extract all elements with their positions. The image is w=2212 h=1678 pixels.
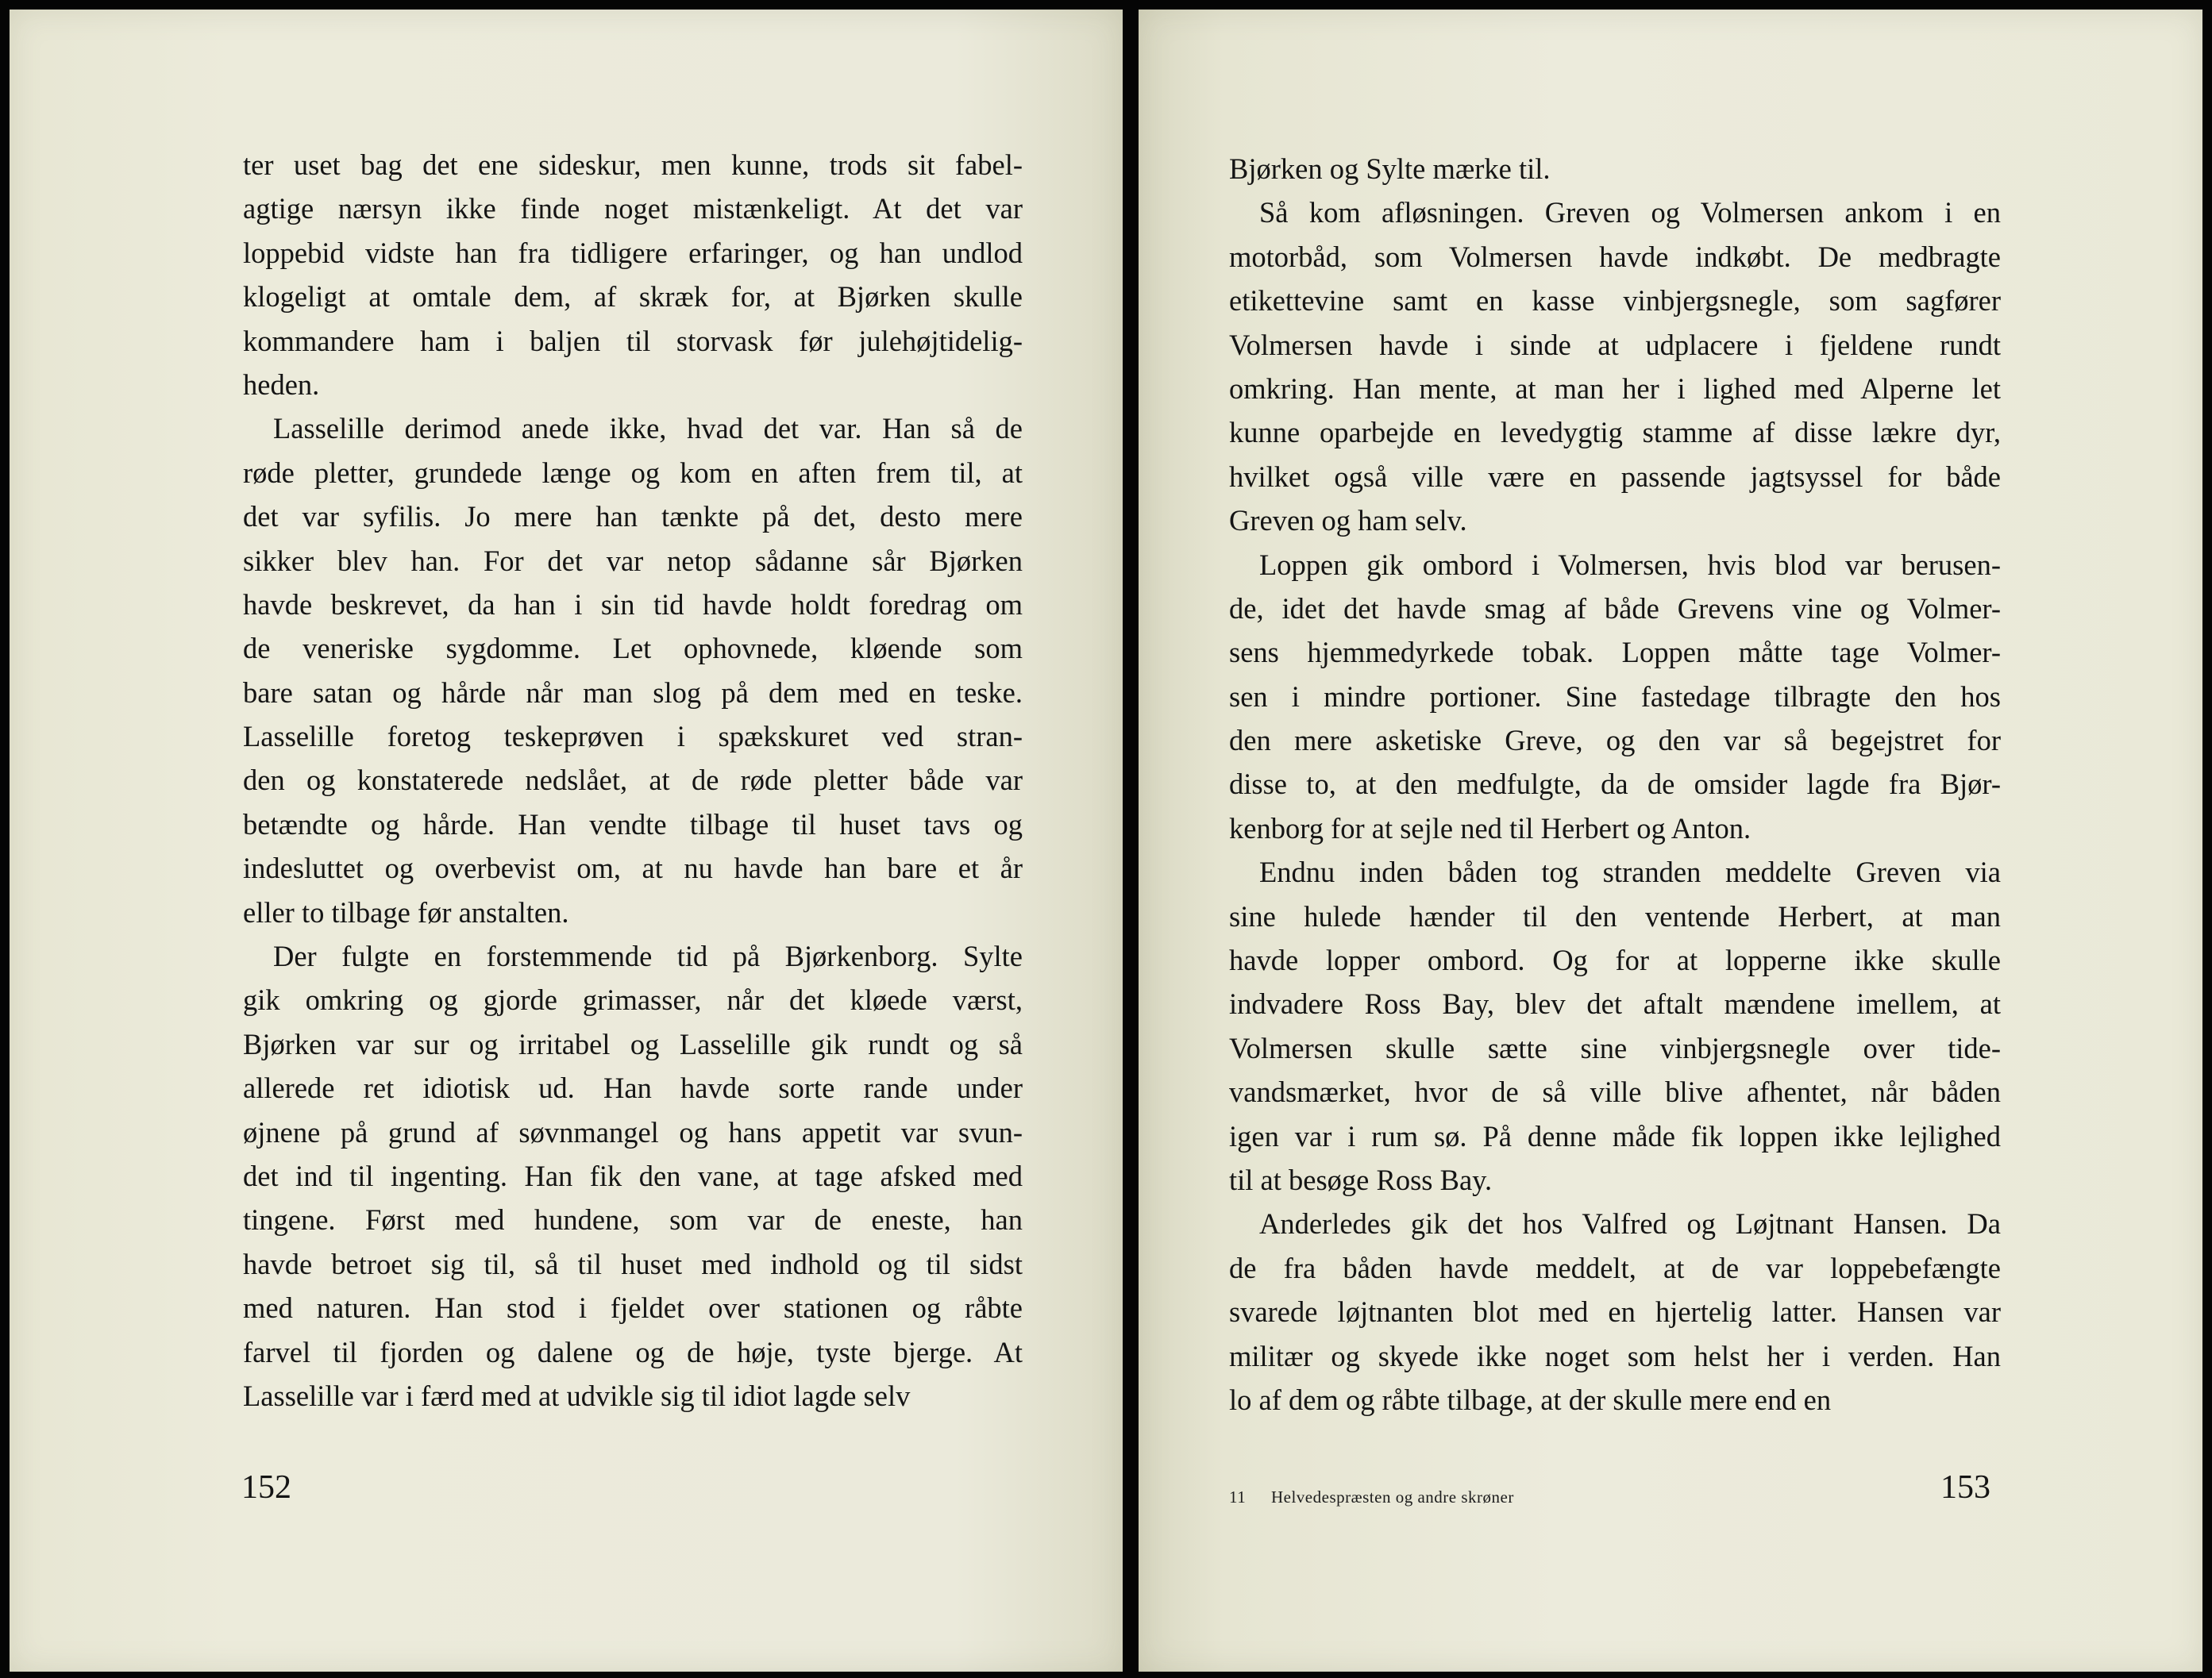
text-line: det ind til ingenting. Han fik den vane, at tage afsked med bbox=[243, 1159, 1023, 1192]
text-line: disse to, at den medfulgte, da de omsider lagde fra Bjør- bbox=[1229, 768, 2001, 801]
text-line: eller to tilbage før anstalten. bbox=[243, 895, 569, 929]
text-line: allerede ret idiotisk ud. Han havde sorte rande under bbox=[243, 1072, 1023, 1105]
text-line: kenborg for at sejle ned til Herbert og Anton. bbox=[1229, 811, 1751, 845]
text-line: til at besøge Ross Bay. bbox=[1229, 1163, 1493, 1196]
page-number-right: 153 bbox=[1940, 1469, 1990, 1506]
text-line: kommandere ham i baljen til storvask før julehøjtidelig- bbox=[243, 324, 1023, 357]
text-line: Så kom afløsningen. Greven og Volmersen ankom i en bbox=[1259, 196, 2001, 229]
paragraph bbox=[1229, 543, 2001, 851]
text-line: ter uset bag det ene sideskur, men kunne, trods sit fabel- bbox=[243, 148, 1023, 181]
text-line: Lasselille var i færd med at udvikle sig til idiot lagde selv bbox=[243, 1379, 911, 1412]
page-number-left: 152 bbox=[241, 1469, 291, 1506]
text-line: den og konstaterede nedslået, at de røde pletter både var bbox=[243, 764, 1023, 797]
text-line: sens hjemmedyrkede tobak. Loppen måtte tage Volmer- bbox=[1229, 636, 2001, 669]
text-line: tingene. Først med hundene, som var de eneste, han bbox=[243, 1203, 1023, 1237]
text-line: Bjørken var sur og irritabel og Lasselille gik rundt og så bbox=[243, 1027, 1023, 1060]
text-line: Anderledes gik det hos Valfred og Løjtnant Hansen. Da bbox=[1259, 1207, 2001, 1241]
signature-number: 11 bbox=[1229, 1487, 1247, 1507]
text-line: bare satan og hårde når man slog på dem med en teske. bbox=[243, 675, 1023, 709]
text-line: hvilket også ville være en passende jagtsyssel for både bbox=[1229, 460, 2001, 493]
text-line: sine hulede hænder til den ventende Herbert, at man bbox=[1229, 899, 2001, 933]
text-line: lo af dem og råbte tilbage, at der skulle mere end en bbox=[1229, 1383, 1832, 1416]
text-line: de fra båden havde meddelt, at de var loppebefængte bbox=[1229, 1251, 2001, 1284]
text-line: etikettevine samt en kasse vinbjergsnegle, som sagfører bbox=[1229, 284, 2001, 318]
text-line: med naturen. Han stod i fjeldet over stationen og råbte bbox=[243, 1291, 1023, 1325]
text-line: Der fulgte en forstemmende tid på Bjørkenborg. Sylte bbox=[273, 940, 1023, 973]
text-line: Bjørken og Sylte mærke til. bbox=[1229, 152, 1551, 185]
paragraph bbox=[243, 934, 1023, 1418]
paragraph bbox=[1229, 147, 2001, 191]
text-line: igen var i rum sø. På denne måde fik loppen ikke lejlighed bbox=[1229, 1119, 2001, 1153]
text-line: den mere asketiske Greve, og den var så begejstret for bbox=[1229, 724, 2001, 757]
text-line: Lasselille foretog teskeprøven i spækskuret ved stran- bbox=[243, 720, 1023, 753]
text-line: betændte og hårde. Han vendte tilbage til huset tavs og bbox=[243, 807, 1023, 841]
text-line: svarede løjtnanten blot med en hjertelig latter. Hansen var bbox=[1229, 1295, 2001, 1329]
text-line: sen i mindre portioner. Sine fastedage tilbragte den hos bbox=[1229, 679, 2001, 713]
text-line: gik omkring og gjorde grimasser, når det kløede værst, bbox=[243, 983, 1023, 1017]
text-line: sikker blev han. For det var netop sådanne sår Bjørken bbox=[243, 544, 1023, 577]
text-line: de veneriske sygdomme. Let ophovnede, kløende som bbox=[243, 632, 1023, 665]
text-line: havde beskrevet, da han i sin tid havde holdt foredrag om bbox=[243, 587, 1023, 621]
paragraph bbox=[243, 406, 1023, 934]
text-line: Greven og ham selv. bbox=[1229, 504, 1467, 537]
text-line: det var syfilis. Jo mere han tænkte på det, desto mere bbox=[243, 500, 1023, 533]
text-line: loppebid vidste han fra tidligere erfaringer, og han undlod bbox=[243, 236, 1023, 269]
left-page bbox=[10, 10, 1123, 1672]
paragraph bbox=[1229, 1202, 2001, 1422]
text-line: Loppen gik ombord i Volmersen, hvis blod var berusen- bbox=[1259, 548, 2001, 581]
text-line: Volmersen skulle sætte sine vinbjergsnegle over tide- bbox=[1229, 1031, 2001, 1064]
signature-line bbox=[1229, 1487, 1514, 1507]
text-line: øjnene på grund af søvnmangel og hans appetit var svun- bbox=[243, 1115, 1023, 1149]
text-line: røde pletter, grundede længe og kom en aften frem til, at bbox=[243, 456, 1023, 489]
text-line: vandsmærket, hvor de så ville blive afhentet, når båden bbox=[1229, 1076, 2001, 1109]
text-line: farvel til fjorden og dalene og de høje, tyste bjerge. At bbox=[243, 1335, 1023, 1368]
text-line: agtige nærsyn ikke finde noget mistænkeligt. At det var bbox=[243, 192, 1023, 225]
paragraph bbox=[1229, 850, 2001, 1202]
paragraph bbox=[1229, 191, 2001, 542]
text-line: Endnu inden båden tog stranden meddelte Greven via bbox=[1259, 856, 2001, 889]
text-line: havde betroet sig til, så til huset med indhold og til sidst bbox=[243, 1247, 1023, 1280]
text-line: indvadere Ross Bay, blev det aftalt mændene imellem, at bbox=[1229, 987, 2001, 1021]
text-line: omkring. Han mente, at man her i lighed med Alperne let bbox=[1229, 371, 2001, 405]
text-line: klogeligt at omtale dem, af skræk for, at Bjørken skulle bbox=[243, 280, 1023, 314]
text-line: de, idet det havde smag af både Grevens vine og Volmer- bbox=[1229, 591, 2001, 625]
text-line: motorbåd, som Volmersen havde indkøbt. De medbragte bbox=[1229, 240, 2001, 273]
text-line: kunne oparbejde en levedygtig stamme af disse lækre dyr, bbox=[1229, 416, 2001, 449]
text-line: heden. bbox=[243, 368, 320, 401]
right-page bbox=[1139, 10, 2202, 1672]
left-page-text bbox=[243, 143, 1023, 1418]
text-line: indesluttet og overbevist om, at nu havde han bare et år bbox=[243, 852, 1023, 885]
signature-title: Helvedespræsten og andre skrøner bbox=[1270, 1487, 1514, 1507]
paragraph bbox=[243, 143, 1023, 406]
text-line: militær og skyede ikke noget som helst her i verden. Han bbox=[1229, 1339, 2001, 1372]
text-line: Lasselille derimod anede ikke, hvad det var. Han så de bbox=[273, 412, 1023, 445]
text-line: Volmersen havde i sinde at udplacere i fjeldene rundt bbox=[1229, 328, 2001, 361]
text-line: havde lopper ombord. Og for at lopperne ikke skulle bbox=[1229, 944, 2001, 977]
right-page-text bbox=[1229, 147, 2001, 1422]
